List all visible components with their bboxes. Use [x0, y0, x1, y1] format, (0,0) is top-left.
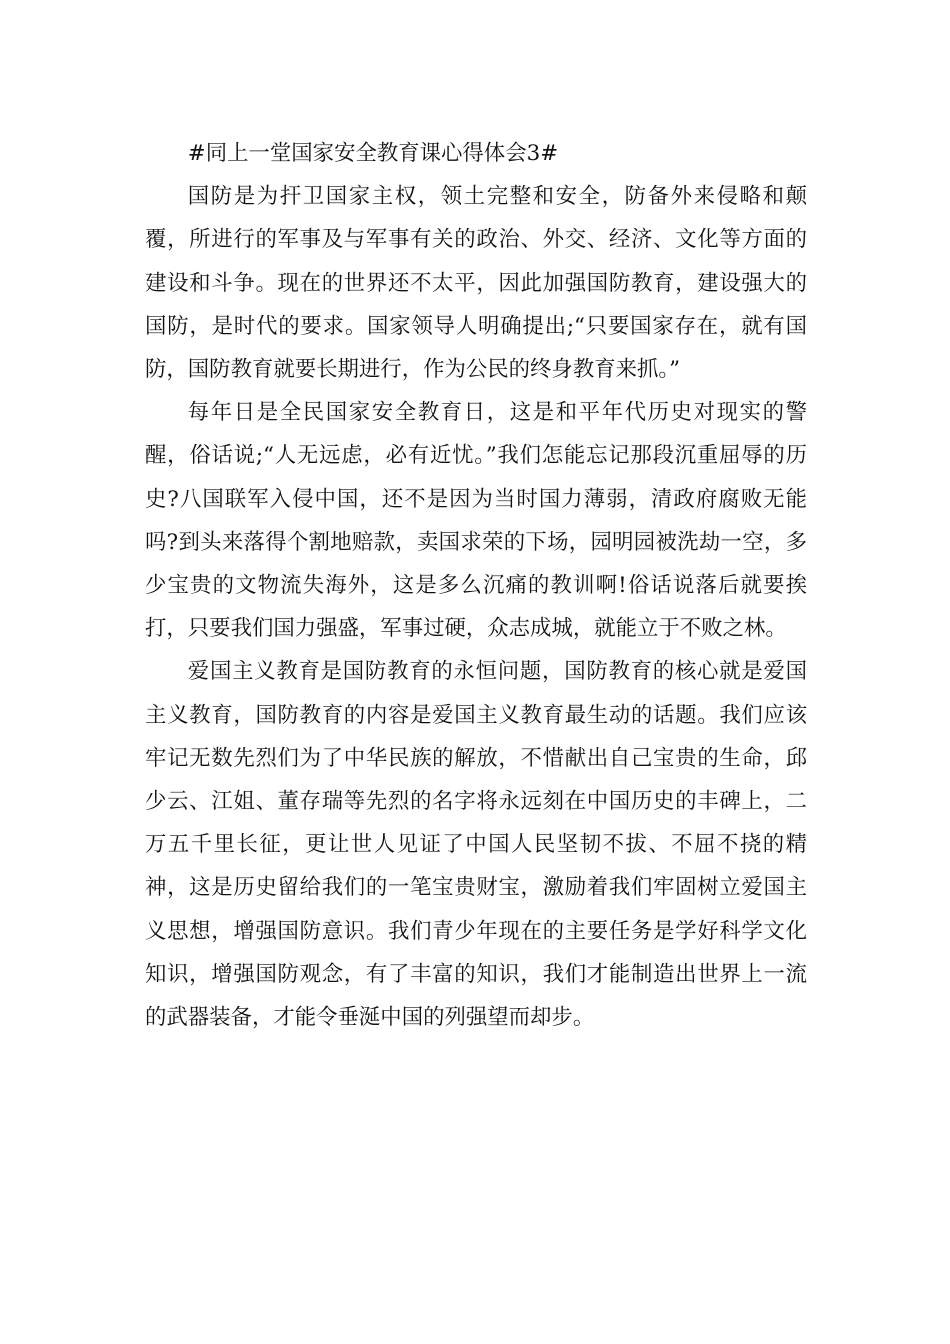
document-body	[145, 132, 807, 1039]
paragraph-3: 爱国主义教育是国防教育的永恒问题，国防教育的核心就是爱国主义教育，国防教育的内容是爱国主义教育最生动的话题。我们应该牢记无数先烈们为了中华民族的解放，不惜献出自己宝贵的生命，邱少云、江姐、董存瑞等先烈的名字将永远刻在中国历史的丰碑上，二万五千里长征，更让世人见证了中国人民坚韧不拔、不屈不挠的精神，这是历史留给我们的一笔宝贵财宝，激励着我们牢固树立爱国主义思想，增强国防意识。我们青少年现在的主要任务是学好科学文化知识，增强国防观念，有了丰富的知识，我们才能制造出世界上一流的武器装备，才能令垂涎中国的列强望而却步。	[145, 659, 807, 1031]
document-title: #同上一堂国家安全教育课心得体会3#	[187, 141, 559, 166]
paragraph-2: 每年日是全民国家安全教育日，这是和平年代历史对现实的警醒，俗话说;“人无远虑，必有近忧。”我们怎能忘记那段沉重屈辱的历史?八国联军入侵中国，还不是因为当时国力薄弱，清政府腐败无能吗?到头来落得个割地赔款，卖国求荣的下场，园明园被洗劫一空，多少宝贵的文物流失海外，这是多么沉痛的教训啊!俗话说落后就要挨打，只要我们国力强盛，军事过硬，众志成城，就能立于不败之林。	[145, 400, 807, 642]
paragraph-1: 国防是为扞卫国家主权，领土完整和安全，防备外来侵略和颠覆，所进行的军事及与军事有关的政治、外交、经济、文化等方面的建设和斗争。现在的世界还不太平，因此加强国防教育，建设强大的国防，是时代的要求。国家领导人明确提出;“只要国家存在，就有国防，国防教育就要长期进行，作为公民的终身教育来抓。”	[145, 184, 807, 383]
